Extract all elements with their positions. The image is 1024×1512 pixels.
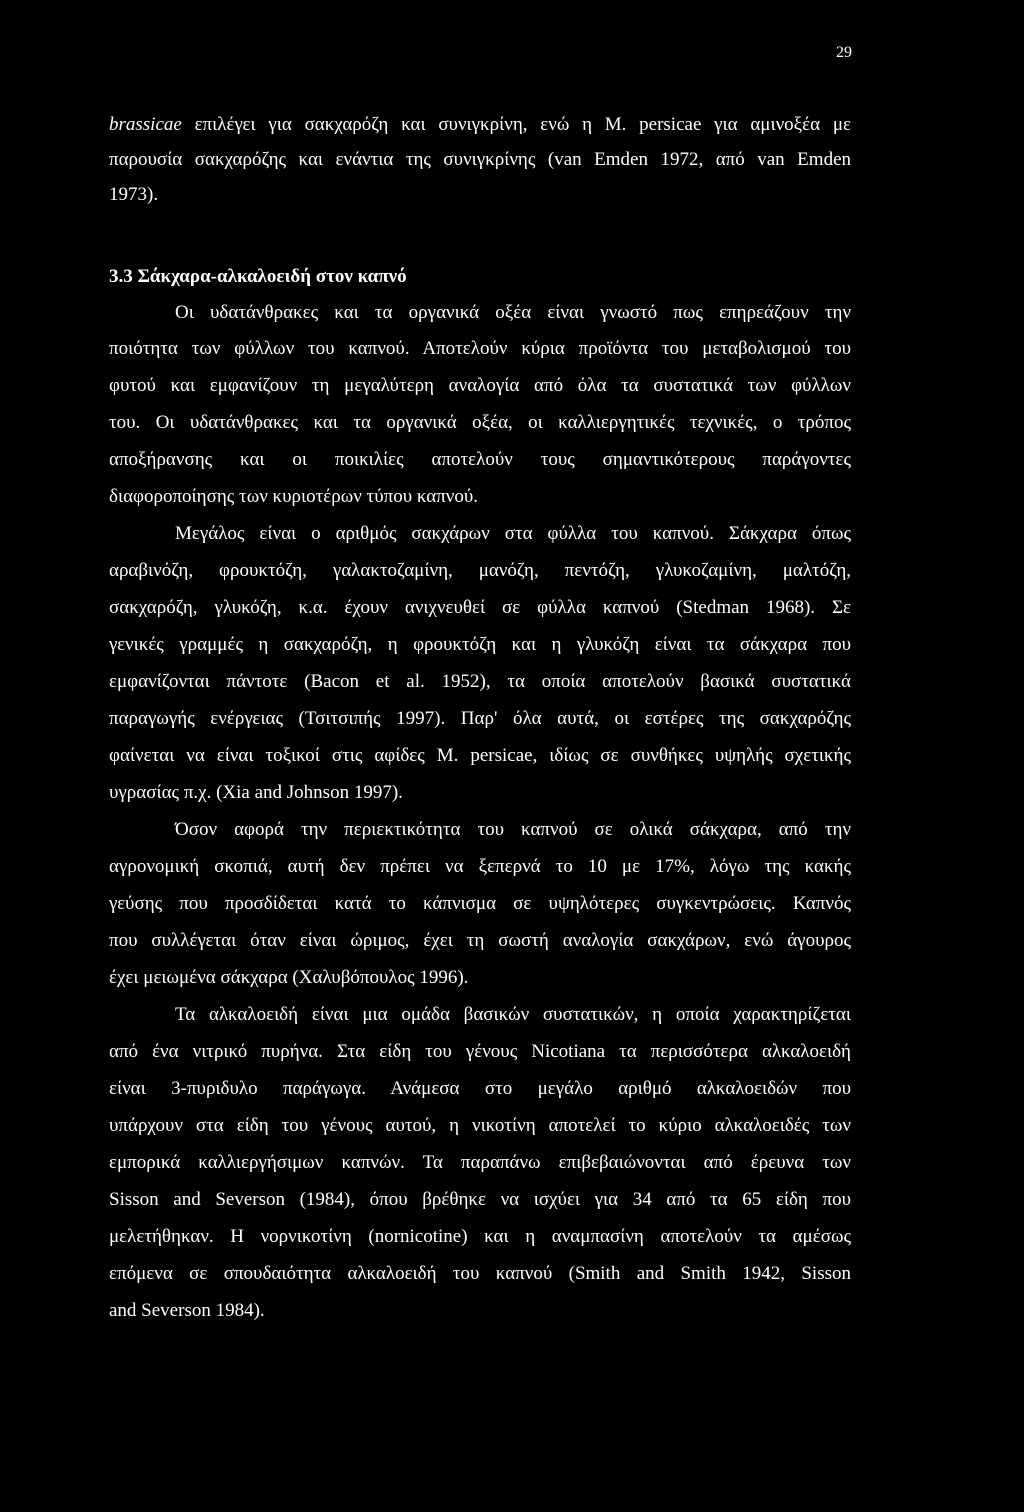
text-line: από ένα νιτρικό πυρήνα. Στα είδη του γένους Nicotiana τα περισσότερα αλκαλοειδή bbox=[109, 1041, 851, 1062]
text-line: Τα αλκαλοειδή είναι μια ομάδα βασικών συστατικών, η οποία χαρακτηρίζεται bbox=[175, 1004, 851, 1025]
text-line: υγρασίας π.χ. (Xia and Johnson 1997). bbox=[109, 782, 403, 803]
text-line: φαίνεται να είναι τοξικοί στις αφίδες M. persicae, ιδίως σε συνθήκες υψηλής σχετικής bbox=[109, 745, 851, 766]
text-line: μελετήθηκαν. Η νορνικοτίνη (nornicotine) και η αναμπασίνη αποτελούν τα αμέσως bbox=[109, 1226, 851, 1247]
text-line: Sisson and Severson (1984), όπου βρέθηκε να ισχύει για 34 από τα 65 είδη που bbox=[109, 1189, 851, 1210]
text-line: του. Οι υδατάνθρακες και τα οργανικά οξέα, οι καλλιεργητικές τεχνικές, ο τρόπος bbox=[109, 412, 851, 433]
text-line: παρουσία σακχαρόζης και ενάντια της συνιγκρίνης (van Emden 1972, από van Emden bbox=[109, 149, 851, 170]
text-line: γενικές γραμμές η σακχαρόζη, η φρουκτόζη και η γλυκόζη είναι τα σάκχαρα που bbox=[109, 634, 851, 655]
text-line: εμπορικά καλλιεργήσιμων καπνών. Τα παραπάνω επιβεβαιώνονται από έρευνα των bbox=[109, 1152, 851, 1173]
text-line: αγρονομική σκοπιά, αυτή δεν πρέπει να ξεπερνά το 10 με 17%, λόγω της κακής bbox=[109, 856, 851, 877]
text-line: αποξήρανσης και οι ποικιλίες αποτελούν τους σημαντικότερους παράγοντες bbox=[109, 449, 851, 470]
text-line: εμφανίζονται πάντοτε (Bacon et al. 1952), τα οποία αποτελούν βασικά συστατικά bbox=[109, 671, 851, 692]
text-line: επόμενα σε σπουδαιότητα αλκαλοειδή του καπνού (Smith and Smith 1942, Sisson bbox=[109, 1263, 851, 1284]
text-line: Οι υδατάνθρακες και τα οργανικά οξέα είναι γνωστό πως επηρεάζουν την bbox=[175, 302, 851, 323]
section-heading: 3.3 Σάκχαρα-αλκαλοειδή στον καπνό bbox=[109, 266, 407, 287]
text-line: ποιότητα των φύλλων του καπνού. Αποτελούν κύρια προϊόντα του μεταβολισμού του bbox=[109, 338, 851, 359]
line-text: επιλέγει για σακχαρόζη και συνιγκρίνη, ενώ η M. persicae για αμινοξέα με bbox=[181, 114, 851, 135]
text-line: γεύσης που προσδίδεται κατά το κάπνισμα σε υψηλότερες συγκεντρώσεις. Καπνός bbox=[109, 893, 851, 914]
text-line: παραγωγής ενέργειας (Τσιτσιπής 1997). Παρ' όλα αυτά, οι εστέρες της σακχαρόζης bbox=[109, 708, 851, 729]
text-line: and Severson 1984). bbox=[109, 1300, 265, 1321]
text-line: Όσον αφορά την περιεκτικότητα του καπνού σε ολικά σάκχαρα, από την bbox=[175, 819, 851, 840]
text-line: σακχαρόζη, γλυκόζη, κ.α. έχουν ανιχνευθεί σε φύλλα καπνού (Stedman 1968). Σε bbox=[109, 597, 851, 618]
text-line: υπάρχουν στα είδη του γένους αυτού, η νικοτίνη αποτελεί το κύριο αλκαλοειδές των bbox=[109, 1115, 851, 1136]
species-name: brassicae bbox=[109, 114, 182, 135]
text-line: φυτού και εμφανίζουν τη μεγαλύτερη αναλογία από όλα τα συστατικά των φύλλων bbox=[109, 375, 851, 396]
page-number: 29 bbox=[836, 44, 852, 61]
text-line: αραβινόζη, φρουκτόζη, γαλακτοζαμίνη, μανόζη, πεντόζη, γλυκοζαμίνη, μαλτόζη, bbox=[109, 560, 851, 581]
text-line: Μεγάλος είναι ο αριθμός σακχάρων στα φύλλα του καπνού. Σάκχαρα όπως bbox=[175, 523, 851, 544]
text-line bbox=[109, 110, 851, 140]
text-line: 1973). bbox=[109, 184, 159, 205]
text-line: έχει μειωμένα σάκχαρα (Χαλυβόπουλος 1996). bbox=[109, 967, 469, 988]
text-line: διαφοροποίησης των κυριοτέρων τύπου καπνού. bbox=[109, 486, 479, 507]
text-line: που συλλέγεται όταν είναι ώριμος, έχει τη σωστή αναλογία σακχάρων, ενώ άγουρος bbox=[109, 930, 851, 951]
text-line: είναι 3-πυριδυλο παράγωγα. Ανάμεσα στο μεγάλο αριθμό αλκαλοειδών που bbox=[109, 1078, 851, 1099]
